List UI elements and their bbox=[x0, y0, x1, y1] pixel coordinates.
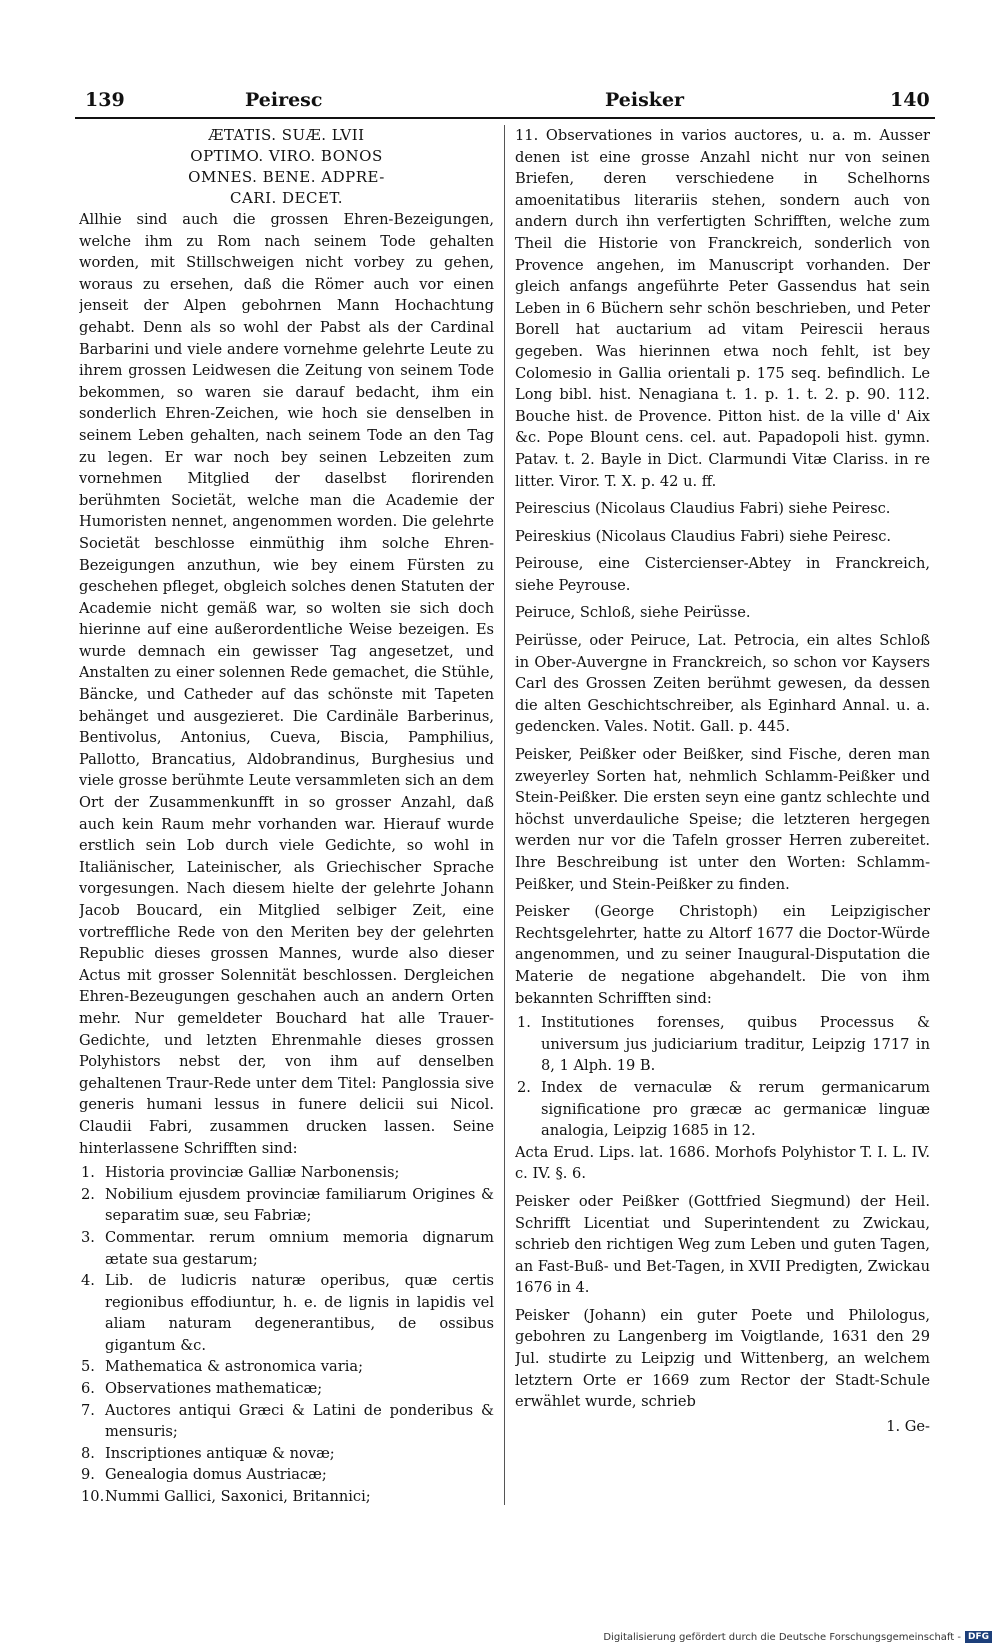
entry-peisker-johann: Peisker (Johann) ein guter Poete und Philologus, gebohren zu Langenberg im Voigtlande, 1631 den 29 Jul. studirte zu Leipzig und Wittenberg, an welchem letztern Orte er 1669 zum Rector der Stadt-Schule erwählet wurde, schrieb bbox=[515, 1306, 930, 1411]
entry-peisker-fish: Peisker, Peißker oder Beißker, sind Fische, deren man zweyerley Sorten hat, nehmlich Schlamm-Peißker und Stein-Peißker. Die ersten seyn eine gantz schlechte und höchst unverdauliche Speise; die letzteren hergegen werden nur vor die Tafeln grosser Herren zubereitet. Ihre Beschreibung ist unter den Worten: Schlamm-Peißker, und Stein-Peißker zu finden. bbox=[515, 746, 930, 893]
list-item: 10. Nummi Gallici, Saxonici, Britannici; bbox=[81, 1488, 371, 1506]
list-item: 2. Nobilium ejusdem provinciæ familiarum Origines & separatim suæ, seu Fabriæ; bbox=[81, 1185, 494, 1225]
digitization-footer bbox=[603, 1631, 992, 1643]
left-column bbox=[79, 125, 494, 1555]
list-item: 2. Index de vernaculæ & rerum germanicarum significatione pro græcæ ac germanicæ linguæ analogia, Leipzig 1685 in 12. bbox=[517, 1078, 930, 1140]
epitaph-line: OPTIMO. VIRO. BONOS bbox=[190, 147, 383, 165]
entry-peisker-gottfried: Peisker oder Peißker (Gottfried Siegmund) der Heil. Schrifft Licentiat und Superintendent zu Zwickau, schrieb den richtigen Weg zum Leben und guten Tagen, an Fast-Buß- und Bet-Tagen, in XVII Predigten, Zwickau 1676 in 4. bbox=[515, 1192, 930, 1297]
book-page bbox=[75, 85, 935, 1565]
epitaph-line: ÆTATIS. SUÆ. LVII bbox=[208, 126, 365, 144]
header-rule bbox=[75, 117, 935, 119]
epitaph bbox=[79, 125, 494, 209]
page-header bbox=[75, 85, 935, 115]
list-item: 9. Genealogia domus Austriacæ; bbox=[81, 1466, 327, 1484]
entry-peirouse: Peirouse, eine Cistercienser-Abtey in Franckreich, siehe Peyrouse. bbox=[515, 555, 930, 594]
entry-peisker-george: Peisker (George Christoph) ein Leipzigischer Rechtsgelehrter, hatte zu Altorf 1677 die Doctor-Würde angenommen, und zu seiner Inaugural-Disputation die Materie de negatione abgehandelt. Die von ihm bekannten Schrifften sind: bbox=[515, 903, 930, 1007]
catchword: 1. Ge- bbox=[886, 1417, 930, 1435]
footer-text: Digitalisierung gefördert durch die Deutsche Forschungsgemeinschaft - bbox=[603, 1631, 961, 1643]
entry-peiruce: Peiruce, Schloß, siehe Peirüsse. bbox=[515, 604, 751, 622]
paragraph: Allhie sind auch die grossen Ehren-Bezeigungen, welche ihm zu Rom nach seinem Tode gehalten worden, mit Stillschweigen nicht vorbey zu gehen, woraus zu ersehen, daß die Römer auch vor einen jenseit der Alpen gebohrnen Mann Hochachtung gehabt. Denn als so wohl der Pabst als der Cardinal Barbarini und viele andere vornehme gelehrte Leute zu ihrem grossen Leidwesen die Zeitung von seinem Tode bekommen, so waren sie darauf bedacht, ihm ein sonderlich Ehren-Zeichen, wie hoch sie denselben in seinem Leben gehalten, nach seinem Tode an den Tag zu legen. Er war noch bey seinen Lebzeiten zum vornehmen Mitglied der daselbst florirenden berühmten Societät, welche man die Academie der Humoristen nennet, angenommen worden. Die gelehrte Societät beschlosse einmüthig ihm solche Ehren-Bezeigungen anzuthun, wie bey einem Fürsten zu geschehen pfleget, obgleich solches denen Statuten der Academie nicht gemäß war, so wolten sie sich doch hierinne auf eine außerordentliche Weise bezeigen. Es wurde demnach ein gewisser Tag angesetzet, und Anstalten zu einer solennen Rede gemachet, die Stühle, Bäncke, und Catheder auf das schönste mit Tapeten behänget und ausgezieret. Die Cardinäle Barberinus, Bentivolus, Antonius, Cueva, Biscia, Pamphilius, Pallotto, Brancatius, Aldobrandinus, Burghesius und viele grosse berühmte Leute versammleten sich an dem Ort der Zusammenkunfft in so grosser Anzahl, daß auch kein Raum mehr vorhanden war. Hierauf wurde erstlich sein Lob durch viele Gedichte, so wohl in Italiänischer, Lateinischer, als Griechischer Sprache vorgesungen. Nach diesem hielte der gelehrte Johann Jacob Boucard, ein Mitglied selbiger Zeit, eine vortreffliche Rede von den Meriten bey der gelehrten Republic dieses grossen Mannes, wurde also dieser Actus mit grosser Solennität beschlossen. Dergleichen Ehren-Bezeugungen geschahen auch an andern Orten mehr. Nur gemeldeter Bouchard hat alle Trauer-Gedichte, und letzten Ehrenmahle dieses grossen Polyhistors nebst der, von ihm auf denselben gehaltenen Traur-Rede unter dem Titel: Panglossia sive generis humani lessus in funere delicii sui Nicol. Claudii Fabri, zusammen drucken lassen. Seine hinterlassene Schrifften sind: bbox=[79, 211, 494, 1157]
column-divider bbox=[504, 125, 505, 1505]
epitaph-line: OMNES. BENE. ADPRE- bbox=[188, 168, 385, 186]
right-column bbox=[515, 125, 930, 1555]
entry-peirusse: Peirüsse, oder Peiruce, Lat. Petrocia, ein altes Schloß in Ober-Auvergne in Franckreich, so schon vor Kaysers Carl des Grossen Zeiten berühmt gewesen, da dessen die alten Geschichtschreiber, als Eginhard Annal. u. a. gedencken. Vales. Notit. Gall. p. 445. bbox=[515, 632, 930, 736]
list-item: 1. Institutiones forenses, quibus Processus & universum jus judiciarium traditur, Leipzig 1717 in 8, 1 Alph. 19 B. bbox=[517, 1014, 930, 1075]
page-number-right: 140 bbox=[890, 89, 930, 111]
works-list bbox=[79, 1162, 494, 1508]
list-item: 6. Observationes mathematicæ; bbox=[81, 1380, 323, 1398]
list-item: 7. Auctores antiqui Græci & Latini de ponderibus & mensuris; bbox=[81, 1401, 494, 1441]
reference: Acta Erud. Lips. lat. 1686. Morhofs Polyhistor T. I. L. IV. c. IV. §. 6. bbox=[515, 1143, 930, 1183]
list-item: 8. Inscriptiones antiquæ & novæ; bbox=[81, 1444, 335, 1462]
running-title-left: Peiresc bbox=[245, 89, 323, 111]
list-item: 4. Lib. de ludicris naturæ operibus, quæ certis regionibus effodiuntur, h. e. de lignis in lapidis vel aliam naturam degenerantibus, de ossibus gigantum &c. bbox=[81, 1272, 494, 1354]
list-item: 1. Historia provinciæ Galliæ Narbonensis; bbox=[81, 1164, 400, 1182]
list-item: 5. Mathematica & astronomica varia; bbox=[81, 1358, 363, 1376]
entry-peirescius: Peirescius (Nicolaus Claudius Fabri) siehe Peiresc. bbox=[515, 500, 891, 518]
epitaph-line: CARI. DECET. bbox=[229, 189, 344, 207]
entry-peireskius: Peireskius (Nicolaus Claudius Fabri) siehe Peiresc. bbox=[515, 527, 892, 545]
page-number-left: 139 bbox=[85, 89, 125, 111]
running-title-right: Peisker bbox=[605, 89, 685, 111]
works-list bbox=[515, 1012, 930, 1142]
paragraph: 11. Observationes in varios auctores, u. a. m. Ausser denen ist eine grosse Anzahl nicht nur von seinen Briefen, deren verschiedene in Schelhorns amoenitatibus literariis stehen, sondern auch von andern durch ihn verfertigten Schrifften, welche zum Theil die Historie von Franckreich, sonderlich von Provence angehen, im Manuscript vorhanden. Der gleich anfangs angeführte Peter Gassendus hat sein Leben in 6 Büchern sehr schön beschrieben, und Peter Borell hat auctarium ad vitam Peirescii heraus gegeben. Was hierinnen etwa noch fehlt, ist bey Colomesio in Gallia orientali p. 175 seq. befindlich. Le Long bibl. hist. Nenagiana t. 1. p. 1. t. 2. p. 90. 112. Bouche hist. de Provence. Pitton hist. de la ville d' Aix &c. Pope Blount cens. cel. aut. Papadopoli hist. gymn. Patav. t. 2. Bayle in Dict. Clarmundi Vitæ Clariss. in re litter. Viror. T. X. p. 42 u. ff. bbox=[515, 127, 930, 490]
dfg-logo: DFG bbox=[965, 1631, 992, 1643]
list-item: 3. Commentar. rerum omnium memoria dignarum ætate sua gestarum; bbox=[81, 1228, 494, 1268]
